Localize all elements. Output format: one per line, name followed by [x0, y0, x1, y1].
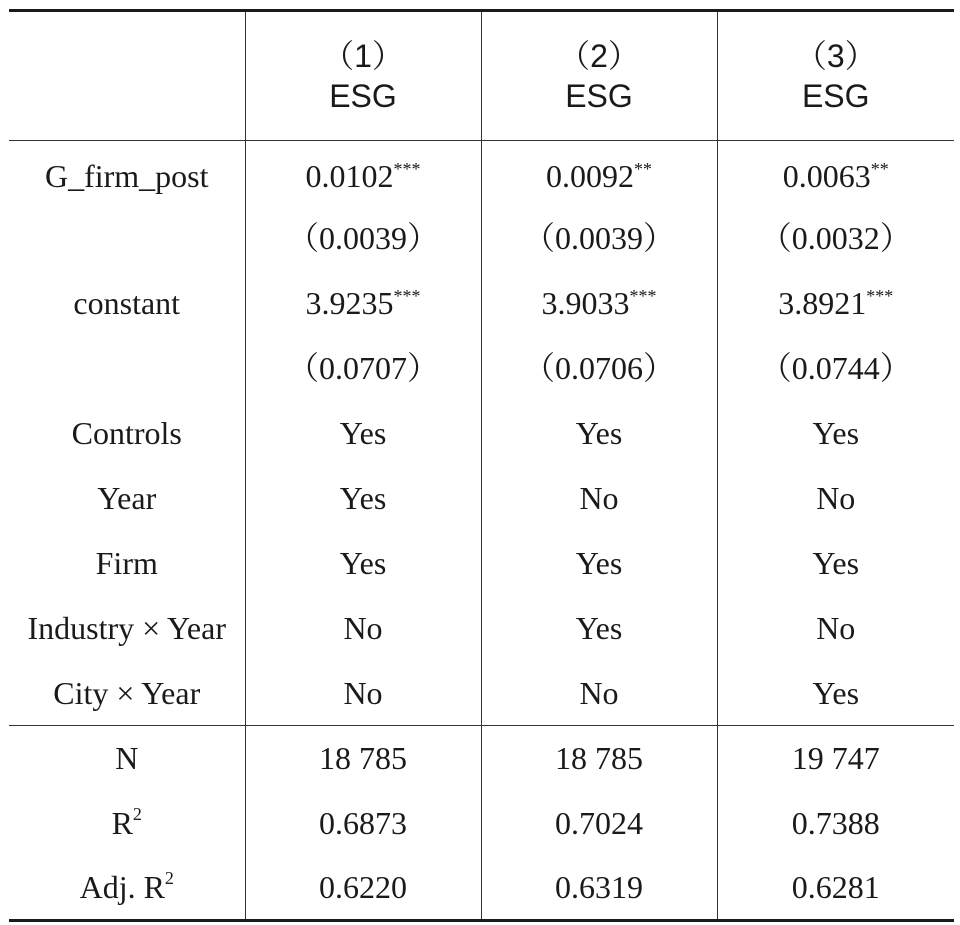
row-label: Firm — [95, 545, 158, 581]
table-cell — [717, 596, 954, 661]
cell-value: （0.0707） — [286, 350, 439, 386]
table-row — [9, 856, 954, 921]
table-cell — [717, 206, 954, 271]
table-row — [9, 791, 954, 856]
column-variable: ESG — [801, 78, 870, 114]
table-row — [9, 661, 954, 726]
table-cell — [245, 596, 481, 661]
table-cell — [245, 206, 481, 271]
significance-stars: *** — [866, 286, 894, 306]
table-cell — [245, 531, 481, 596]
table-row — [9, 596, 954, 661]
significance-stars: ** — [634, 159, 652, 180]
cell-value: （0.0706） — [522, 350, 675, 386]
table-cell: 0.6873 — [245, 791, 481, 856]
row-label: Controls — [71, 415, 182, 451]
row-label-text: R — [111, 805, 133, 841]
significance-stars: *** — [629, 286, 657, 306]
table-cell — [717, 336, 954, 401]
cell-value: Yes — [339, 545, 387, 581]
column-number: （2） — [558, 38, 640, 74]
table-cell — [481, 141, 717, 206]
table-cell — [481, 466, 717, 531]
column-variable: ESG — [329, 78, 397, 114]
cell-value: Yes — [575, 545, 623, 581]
cell-value: No — [343, 610, 383, 646]
significance-stars: ** — [870, 159, 889, 180]
table-row — [9, 531, 954, 596]
table-cell: 0.7388 — [717, 791, 954, 856]
row-label — [9, 206, 245, 271]
table-cell — [245, 401, 481, 466]
table-row — [9, 726, 954, 791]
table-cell — [481, 661, 717, 726]
cell-value: 3.8921 — [778, 285, 867, 321]
table-cell — [717, 271, 954, 336]
table-cell — [245, 336, 481, 401]
table-row — [9, 206, 954, 271]
regression-table — [9, 9, 954, 922]
table-row — [9, 141, 954, 206]
table-cell: 18 785 — [245, 726, 481, 791]
cell-value: No — [816, 610, 856, 646]
header-cell-col1 — [245, 11, 481, 141]
statistics-rows — [9, 726, 954, 921]
cell-value: Yes — [812, 674, 860, 711]
cell-value: 0.0092 — [546, 158, 634, 195]
table-header — [9, 11, 954, 141]
cell-value: Yes — [339, 415, 387, 451]
table-cell — [717, 531, 954, 596]
table-cell: 0.6319 — [481, 856, 717, 921]
table-cell — [481, 596, 717, 661]
table-cell — [245, 141, 481, 206]
coefficient-rows — [9, 141, 954, 726]
table-cell: 0.7024 — [481, 791, 717, 856]
cell-value: 3.9033 — [541, 285, 630, 321]
cell-value: （0.0744） — [759, 350, 912, 386]
cell-value: No — [343, 674, 383, 711]
table-cell — [245, 661, 481, 726]
significance-stars: *** — [393, 159, 421, 180]
header-cell-blank — [9, 11, 245, 141]
cell-value: Yes — [339, 480, 387, 516]
header-cell-col3 — [717, 11, 954, 141]
cell-value: Yes — [812, 545, 860, 581]
table-cell — [717, 466, 954, 531]
table-cell — [717, 401, 954, 466]
cell-value: Yes — [575, 415, 623, 451]
cell-value: 0.0102 — [305, 158, 394, 195]
row-label: G_firm_post — [44, 158, 209, 195]
table-cell: 19 747 — [717, 726, 954, 791]
table-cell — [481, 271, 717, 336]
table-row — [9, 466, 954, 531]
header-cell-col2 — [481, 11, 717, 141]
row-label: Industry × Year — [27, 610, 226, 646]
table-cell — [717, 141, 954, 206]
table-row — [9, 271, 954, 336]
cell-value: No — [816, 480, 856, 516]
row-label — [9, 336, 245, 401]
table-cell: 0.6220 — [245, 856, 481, 921]
cell-value: 0.0063 — [782, 158, 871, 195]
table-row — [9, 401, 954, 466]
cell-value: No — [579, 480, 619, 516]
table-cell — [245, 466, 481, 531]
table-cell — [481, 336, 717, 401]
cell-value: 3.9235 — [305, 285, 394, 321]
row-label-text: Adj. R — [79, 869, 165, 906]
cell-value: Yes — [812, 415, 860, 451]
row-label: constant — [73, 285, 181, 321]
table-row — [9, 336, 954, 401]
significance-stars: *** — [393, 286, 421, 306]
row-label — [9, 726, 245, 791]
table-cell — [717, 661, 954, 726]
table-cell — [481, 206, 717, 271]
column-number: （3） — [794, 38, 877, 74]
row-label: Year — [97, 480, 157, 516]
table-cell: 18 785 — [481, 726, 717, 791]
superscript: 2 — [132, 804, 142, 824]
cell-value: （0.0039） — [286, 220, 439, 256]
row-label — [9, 791, 245, 856]
header-row — [9, 11, 954, 141]
table-cell — [481, 531, 717, 596]
row-label — [9, 856, 245, 921]
cell-value: Yes — [575, 610, 623, 646]
row-label: City × Year — [53, 674, 201, 711]
column-number: （1） — [322, 38, 404, 74]
column-variable: ESG — [565, 78, 633, 114]
cell-value: （0.0032） — [759, 220, 912, 256]
cell-value: No — [579, 674, 619, 711]
table-cell — [245, 271, 481, 336]
row-label-text: N — [115, 740, 139, 777]
table-cell — [481, 401, 717, 466]
cell-value: （0.0039） — [522, 220, 675, 256]
table-cell: 0.6281 — [717, 856, 954, 921]
superscript: 2 — [164, 868, 174, 889]
